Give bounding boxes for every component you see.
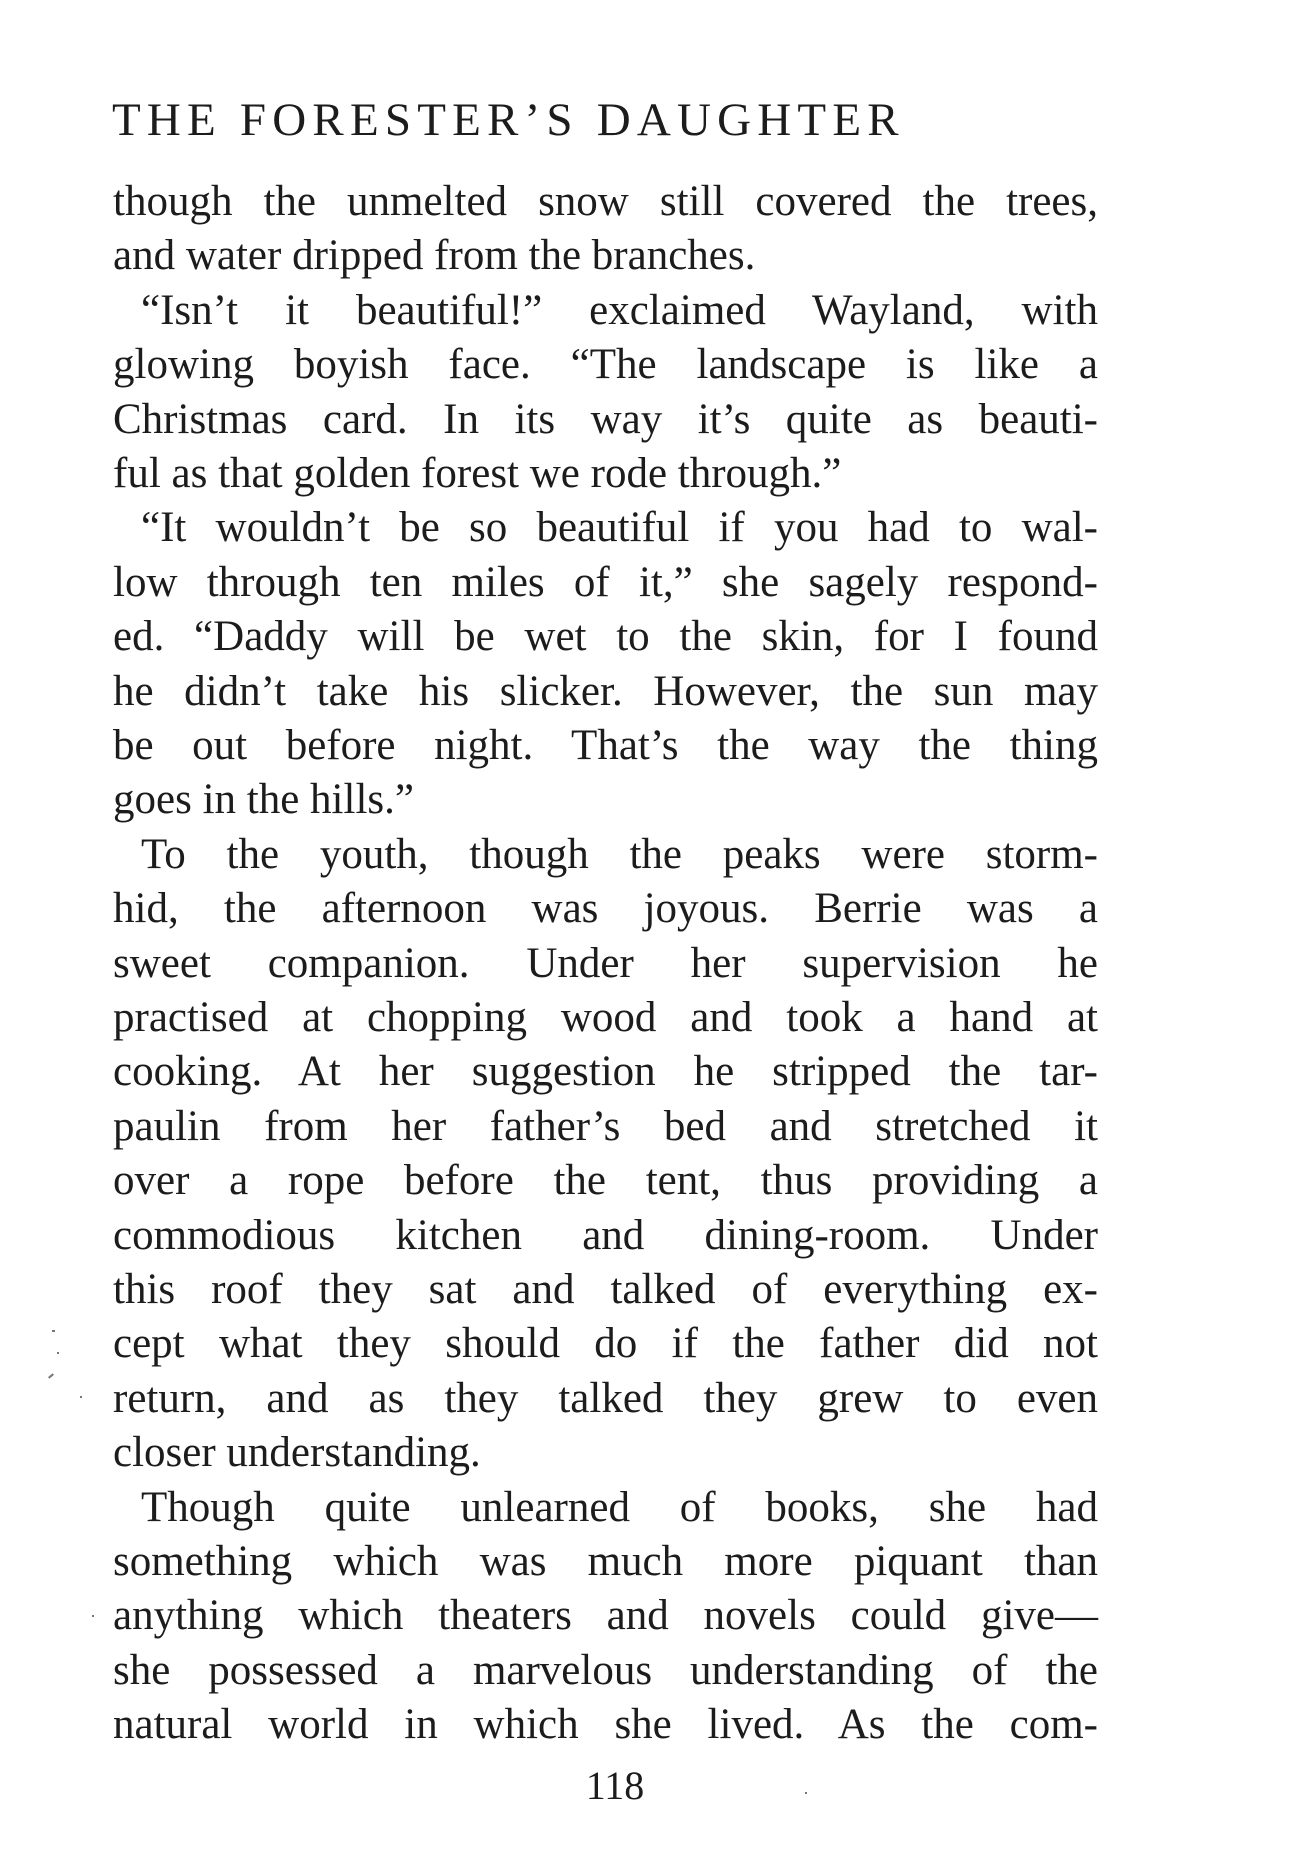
- margin-speck: [805, 1792, 807, 1794]
- text-line: To the youth, though the peaks were storm-: [141, 830, 1098, 878]
- text-line: Christmas card. In its way it’s quite as beauti-: [113, 395, 1098, 443]
- text-line: paulin from her father’s bed and stretched it: [113, 1102, 1098, 1150]
- text-line: low through ten miles of it,” she sagely respond-: [113, 558, 1098, 606]
- text-line: hid, the afternoon was joyous. Berrie was a: [113, 885, 1098, 933]
- text-line: natural world in which she lived. As the com-: [113, 1701, 1098, 1749]
- text-line: glowing boyish face. “The landscape is like a: [113, 341, 1098, 389]
- text-line: cept what they should do if the father did not: [113, 1320, 1098, 1368]
- margin-speck: [52, 1330, 55, 1332]
- text-line: anything which theaters and novels could give—: [113, 1592, 1098, 1640]
- text-line: goes in the hills.”: [113, 776, 414, 824]
- text-line: cooking. At her suggestion he stripped the tar-: [113, 1048, 1098, 1096]
- text-line: ed. “Daddy will be wet to the skin, for I found: [113, 613, 1098, 661]
- text-line: closer understanding.: [113, 1429, 481, 1477]
- text-line: “Isn’t it beautiful!” exclaimed Wayland, with: [141, 286, 1098, 334]
- page-number: 118: [585, 1763, 645, 1808]
- text-line: though the unmelted snow still covered the trees,: [113, 178, 1098, 225]
- text-line: she possessed a marvelous understanding of the: [113, 1646, 1098, 1694]
- text-line: practised at chopping wood and took a hand at: [113, 994, 1098, 1041]
- text-line: “It wouldn’t be so beautiful if you had to wal-: [141, 504, 1098, 552]
- text-line: and water dripped from the branches.: [113, 232, 756, 280]
- text-line: commodious kitchen and dining-room. Under: [113, 1211, 1098, 1259]
- text-line: sweet companion. Under her supervision he: [113, 939, 1098, 987]
- text-line: over a rope before the tent, thus providing a: [113, 1157, 1098, 1205]
- margin-speck: [48, 1373, 54, 1378]
- text-line: ful as that golden forest we rode through.”: [113, 450, 842, 497]
- running-head: THE FORESTER’S DAUGHTER: [112, 94, 905, 146]
- text-line: return, and as they talked they grew to even: [113, 1374, 1098, 1422]
- text-line: something which was much more piquant than: [113, 1538, 1098, 1585]
- margin-speck: [80, 1396, 82, 1398]
- text-line: Though quite unlearned of books, she had: [141, 1483, 1098, 1531]
- text-line: be out before night. That’s the way the thing: [113, 722, 1098, 769]
- text-line: he didn’t take his slicker. However, the sun may: [113, 667, 1098, 715]
- margin-speck: [57, 1352, 59, 1354]
- margin-speck: [92, 1615, 94, 1617]
- text-line: this roof they sat and talked of everything ex-: [113, 1266, 1098, 1313]
